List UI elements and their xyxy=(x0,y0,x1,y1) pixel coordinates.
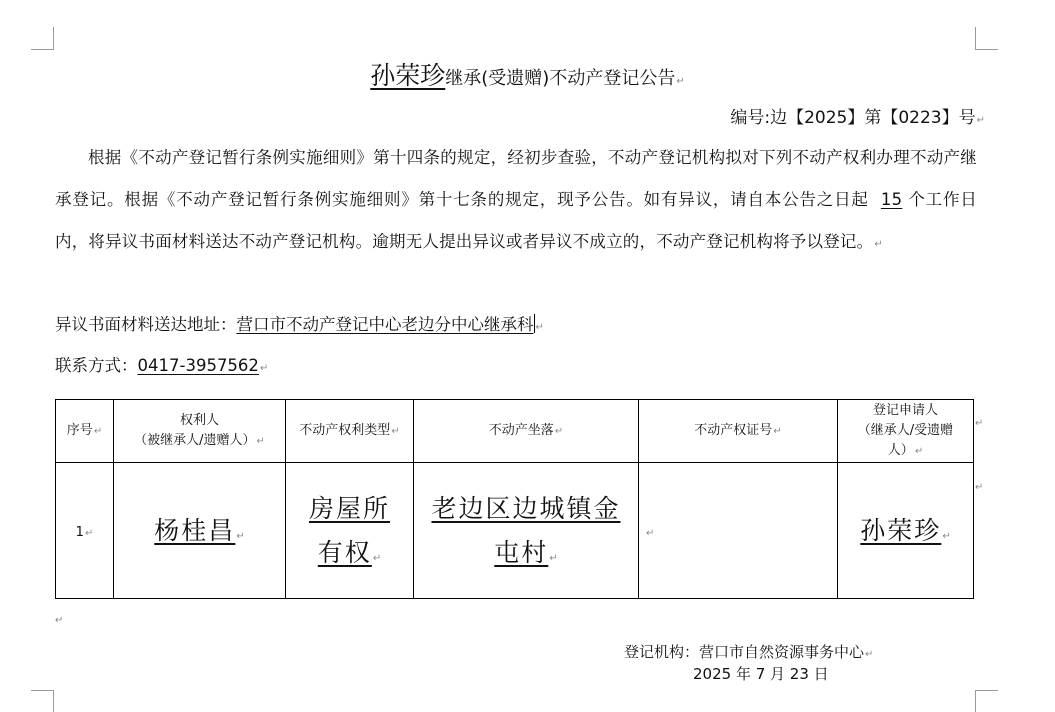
header-holder-line2: （被继承人/遗赠人） xyxy=(134,432,256,448)
paragraph-mark-icon: ↵ xyxy=(676,76,685,87)
title-text: 继承(受遗赠)不动产登记公告 xyxy=(445,68,676,89)
table-row xyxy=(56,463,974,599)
crop-mark-bottom-left xyxy=(31,690,54,712)
cell-mark-icon: ↵ xyxy=(372,552,382,564)
cell-mark-icon: ↵ xyxy=(773,425,782,437)
cell-seq[interactable] xyxy=(56,463,114,599)
paragraph-mark-icon: ↵ xyxy=(976,115,985,126)
cell-holder-text: 杨桂昌 xyxy=(154,515,236,545)
contact-label: 联系方式： xyxy=(55,356,138,375)
cell-mark-icon: ↵ xyxy=(93,425,103,437)
paragraph-mark-icon: ↵ xyxy=(55,615,64,626)
paragraph-mark-icon: ↵ xyxy=(865,649,874,660)
document-number[interactable] xyxy=(730,103,985,128)
text-cursor xyxy=(534,314,535,333)
cell-right-type-line2: 有权 xyxy=(317,537,372,567)
cell-applicant-text: 孙荣珍 xyxy=(860,515,942,545)
cell-mark-icon: ↵ xyxy=(236,530,245,542)
cell-mark-icon: ↵ xyxy=(942,530,951,542)
header-location[interactable] xyxy=(414,400,639,463)
cell-right-type-line1: 房屋所 xyxy=(308,493,390,523)
notice-date[interactable] xyxy=(693,663,829,684)
document-number-text: 编号:边【2025】第【0223】号 xyxy=(730,108,976,128)
cell-seq-text: 1 xyxy=(75,525,84,540)
registration-agency[interactable] xyxy=(624,641,873,662)
contact-phone: 0417-3957562 xyxy=(137,356,259,375)
notice-body[interactable] xyxy=(55,137,977,266)
registration-agency-text: 登记机构：营口市自然资源事务中心 xyxy=(624,643,865,661)
notice-date-text: 2025 年 7 月 23 日 xyxy=(693,665,829,683)
cell-mark-icon: ↵ xyxy=(256,435,265,447)
objection-address: 营口市不动产登记中心老边分中心继承科 xyxy=(236,315,534,334)
cell-holder[interactable] xyxy=(114,463,286,599)
cell-location-line2: 屯村 xyxy=(494,537,549,567)
working-days: 15 xyxy=(880,190,903,209)
cell-mark-icon: ↵ xyxy=(84,528,94,539)
header-cert-no[interactable] xyxy=(639,400,838,463)
header-location-text: 不动产坐落 xyxy=(488,422,554,438)
row-end-mark-icon: ↵ xyxy=(975,482,984,493)
header-holder-line1: 权利人 xyxy=(179,412,219,428)
cell-applicant[interactable] xyxy=(838,463,974,599)
cell-mark-icon: ↵ xyxy=(391,425,400,437)
body-text-part1: 根据《不动产登记暂行条例实施细则》第十四条的规定，经初步查验，不动产登记机构拟对下列不动产权利办理不动产继承登记。根据《不动产登记暂行条例实施细则》第十七条的规定，现予公告。如有异议，请自本公告之日起 xyxy=(55,148,977,209)
cell-mark-icon: ↵ xyxy=(554,425,564,437)
cell-cert-no[interactable] xyxy=(639,463,838,599)
notice-title[interactable] xyxy=(0,56,1055,92)
header-applicant-line1: 登记申请人 xyxy=(872,402,938,418)
body-text-part2: 个工作日内，将异议书面材料送达不动产登记机构。逾期无人提出异议或者异议不成立的，不动产登记机构将予以登记。 xyxy=(55,190,977,251)
header-holder[interactable] xyxy=(114,400,286,463)
header-applicant-line2: （继承人/受遗赠 xyxy=(857,422,954,438)
header-seq-text: 序号 xyxy=(66,422,93,438)
cell-location-line1: 老边区边城镇金 xyxy=(431,493,621,523)
header-right-type-text: 不动产权利类型 xyxy=(299,422,391,438)
objection-address-line[interactable] xyxy=(55,311,544,335)
crop-mark-top-left xyxy=(31,27,54,50)
cell-right-type[interactable] xyxy=(286,463,414,599)
cell-mark-icon: ↵ xyxy=(646,528,655,539)
header-cert-no-text: 不动产权证号 xyxy=(694,422,773,438)
cell-mark-icon: ↵ xyxy=(914,445,924,457)
row-end-mark-icon: ↵ xyxy=(975,418,984,429)
cell-mark-icon: ↵ xyxy=(549,552,558,564)
header-applicant-line3: 人） xyxy=(887,442,914,458)
registration-table xyxy=(55,399,974,599)
paragraph-mark-icon: ↵ xyxy=(874,239,883,250)
objection-label: 异议书面材料送达地址： xyxy=(55,315,237,334)
contact-line[interactable] xyxy=(55,352,268,376)
table-header-row xyxy=(56,400,974,463)
paragraph-mark-icon: ↵ xyxy=(535,322,544,333)
header-applicant[interactable] xyxy=(838,400,974,463)
cell-location[interactable] xyxy=(414,463,639,599)
crop-mark-top-right xyxy=(975,27,998,50)
header-seq[interactable] xyxy=(56,400,114,463)
header-right-type[interactable] xyxy=(286,400,414,463)
title-applicant-name: 孙荣珍 xyxy=(370,61,446,90)
crop-mark-bottom-right xyxy=(975,690,998,712)
paragraph-mark-icon: ↵ xyxy=(259,363,269,374)
